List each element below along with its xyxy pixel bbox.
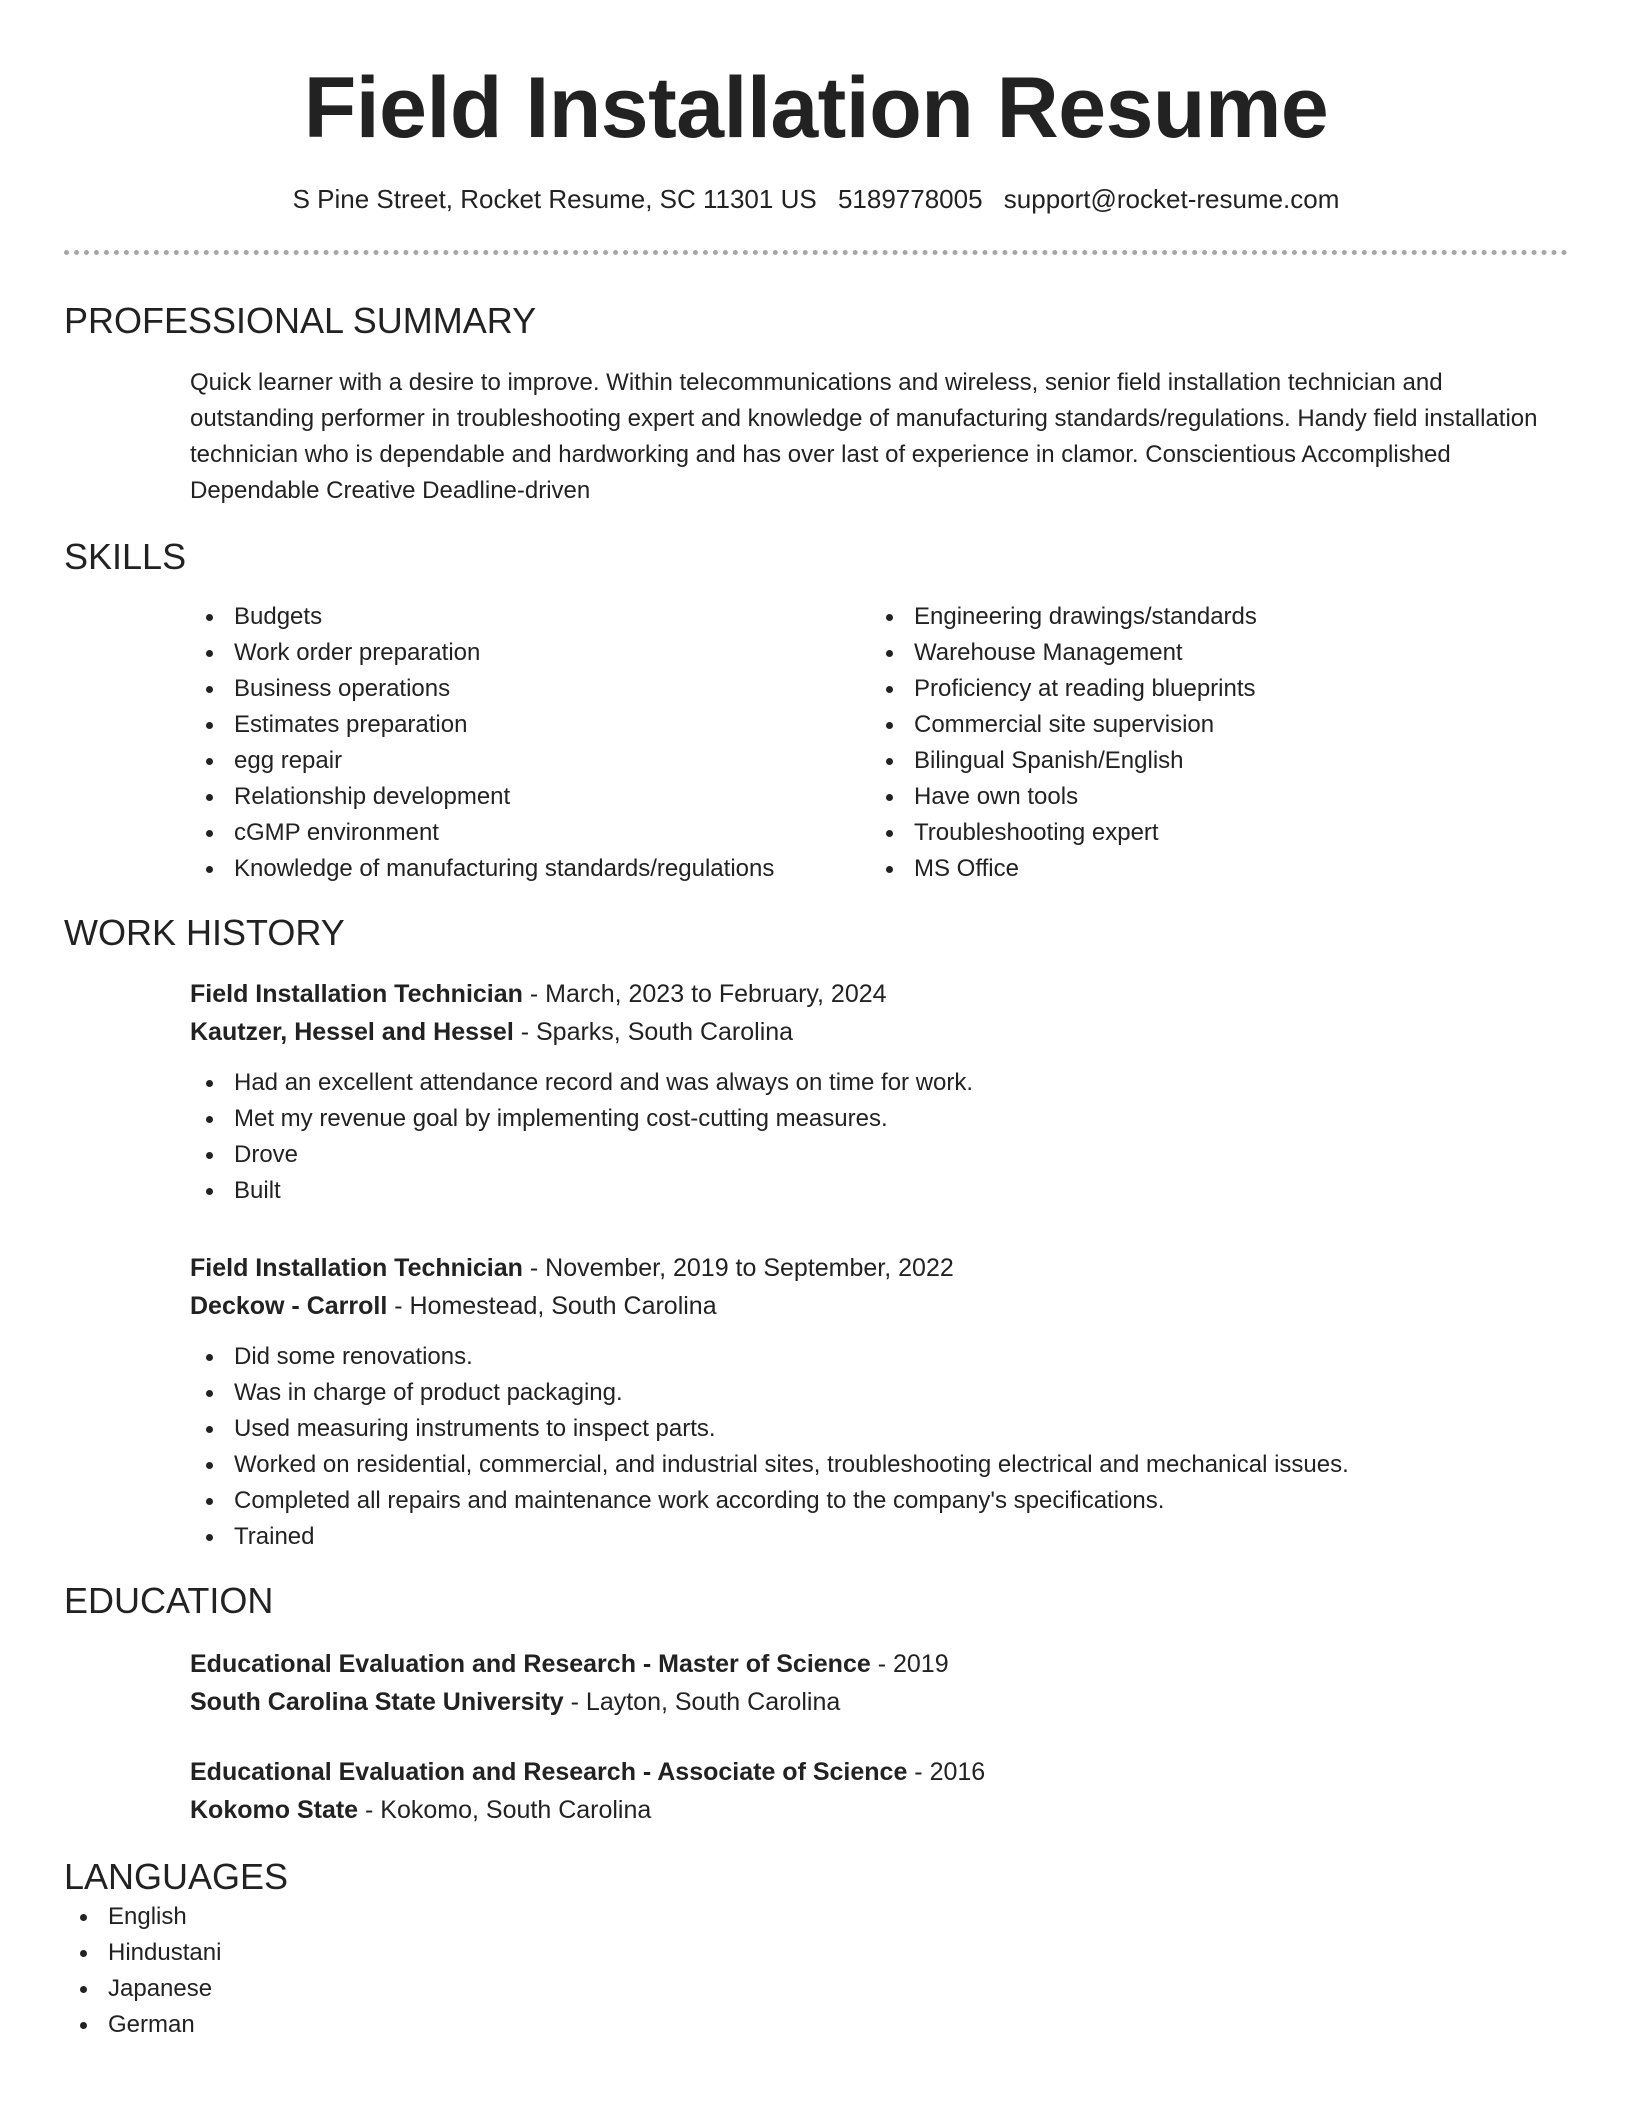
education-section — [64, 1579, 1568, 1829]
job-company: Kautzer, Hessel and Hessel — [190, 1018, 514, 1046]
school-location: - Layton, South Carolina — [563, 1688, 841, 1716]
skills-column-left — [190, 599, 870, 887]
contact-info — [64, 182, 1568, 216]
job-title-line — [190, 975, 1568, 1013]
school-location: - Kokomo, South Carolina — [358, 1796, 652, 1824]
skills-list-right — [870, 599, 1550, 887]
education-entry — [190, 1753, 1568, 1829]
summary-text: Quick learner with a desire to improve. Within telecommunications and wireless, senior field installation technician and outstanding performer in troubleshooting expert and knowledge of manufacturing standards/regulations. Handy field installation technician who is dependable and hardworking and has over last of experience in clamor. Conscientious Accomplished Dependable Creative Deadline-driven — [190, 369, 1538, 504]
job-duty-item: Built — [190, 1173, 1568, 1209]
summary-section — [64, 299, 1568, 509]
work-history-section — [64, 911, 1568, 1555]
job-duties-list — [190, 1339, 1568, 1555]
job-company-line — [190, 1287, 1568, 1325]
job-duty-item: Completed all repairs and maintenance work according to the company's specifications. — [190, 1483, 1568, 1519]
degree-name: Educational Evaluation and Research - Master of Science — [190, 1650, 871, 1678]
skill-item: Commercial site supervision — [870, 707, 1550, 743]
language-item: English — [64, 1899, 1568, 1935]
skill-item: Knowledge of manufacturing standards/regulations — [190, 851, 870, 887]
contact-phone: 5189778005 — [837, 184, 983, 214]
education-entry — [190, 1645, 1568, 1721]
job-duty-item: Used measuring instruments to inspect parts. — [190, 1411, 1568, 1447]
job-company: Deckow - Carroll — [190, 1292, 388, 1320]
school-name: South Carolina State University — [190, 1688, 564, 1716]
degree-line — [190, 1645, 1568, 1683]
language-item: German — [64, 2007, 1568, 2043]
resume-title: Field Installation Resume — [303, 60, 1329, 156]
job-duty-item: Had an excellent attendance record and was always on time for work. — [190, 1065, 1568, 1101]
job-location: - Sparks, South Carolina — [513, 1018, 794, 1046]
languages-section — [64, 1855, 1568, 2043]
skill-item: Work order preparation — [190, 635, 870, 671]
skill-item: Estimates preparation — [190, 707, 870, 743]
skill-item: Relationship development — [190, 779, 870, 815]
skill-item: Bilingual Spanish/English — [870, 743, 1550, 779]
skills-section — [64, 535, 1568, 887]
skill-item: Business operations — [190, 671, 870, 707]
header-divider — [64, 250, 1568, 255]
job-title: Field Installation Technician — [190, 980, 523, 1008]
job-duty-item: Trained — [190, 1519, 1568, 1555]
job-location: - Homestead, South Carolina — [387, 1292, 717, 1320]
skills-column-right — [870, 599, 1550, 887]
degree-line — [190, 1753, 1568, 1791]
skill-item: Troubleshooting expert — [870, 815, 1550, 851]
skills-heading: SKILLS — [64, 536, 187, 577]
skill-item: Warehouse Management — [870, 635, 1550, 671]
job-company-line — [190, 1013, 1568, 1051]
summary-heading: PROFESSIONAL SUMMARY — [64, 300, 537, 341]
skill-item: Proficiency at reading blueprints — [870, 671, 1550, 707]
degree-year: - 2016 — [907, 1758, 986, 1786]
skill-item: egg repair — [190, 743, 870, 779]
skills-grid — [190, 599, 1568, 887]
language-item: Japanese — [64, 1971, 1568, 2007]
contact-address: S Pine Street, Rocket Resume, SC 11301 US — [292, 184, 817, 214]
job-duty-item: Did some renovations. — [190, 1339, 1568, 1375]
job-title-line — [190, 1249, 1568, 1287]
degree-year: - 2019 — [870, 1650, 949, 1678]
degree-name: Educational Evaluation and Research - Associate of Science — [190, 1758, 908, 1786]
job-duty-item: Was in charge of product packaging. — [190, 1375, 1568, 1411]
job-dates: - November, 2019 to September, 2022 — [522, 1254, 954, 1282]
skill-item: MS Office — [870, 851, 1550, 887]
education-heading: EDUCATION — [64, 1580, 274, 1621]
job-duty-item: Drove — [190, 1137, 1568, 1173]
job-entry — [190, 1249, 1568, 1555]
skill-item: cGMP environment — [190, 815, 870, 851]
language-item: Hindustani — [64, 1935, 1568, 1971]
skills-list-left — [190, 599, 870, 887]
job-dates: - March, 2023 to February, 2024 — [522, 980, 887, 1008]
job-duty-item: Worked on residential, commercial, and industrial sites, troubleshooting electrical and mechanical issues. — [190, 1447, 1568, 1483]
school-line — [190, 1683, 1568, 1721]
work-history-heading: WORK HISTORY — [64, 912, 345, 953]
school-line — [190, 1791, 1568, 1829]
school-name: Kokomo State — [190, 1796, 359, 1824]
contact-email: support@rocket-resume.com — [1003, 184, 1340, 214]
job-duty-item: Met my revenue goal by implementing cost-cutting measures. — [190, 1101, 1568, 1137]
job-title: Field Installation Technician — [190, 1254, 523, 1282]
job-duties-list — [190, 1065, 1568, 1209]
languages-list — [64, 1899, 1568, 2043]
skill-item: Have own tools — [870, 779, 1550, 815]
job-entry — [190, 975, 1568, 1209]
skill-item: Engineering drawings/standards — [870, 599, 1550, 635]
skill-item: Budgets — [190, 599, 870, 635]
languages-heading: LANGUAGES — [64, 1856, 289, 1897]
